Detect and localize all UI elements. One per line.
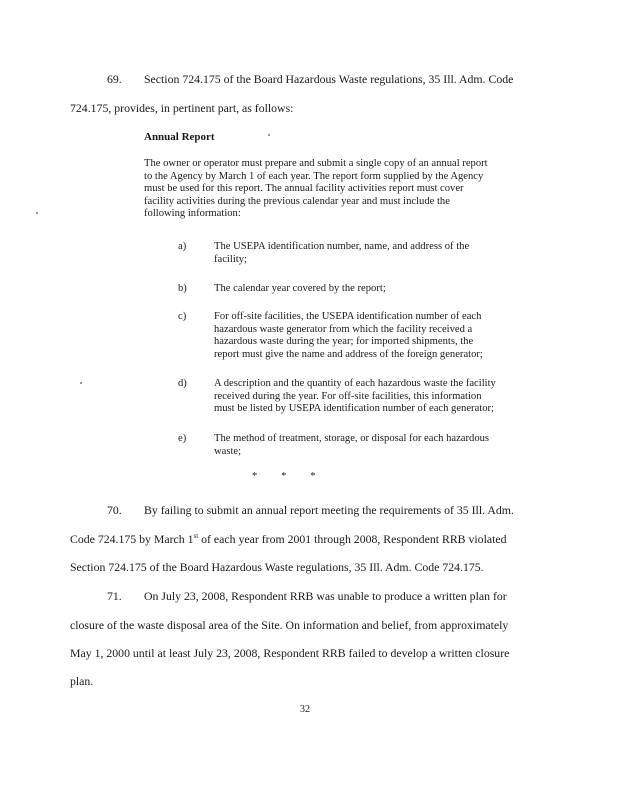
item-c-text [214, 311, 544, 361]
item-d-text [214, 378, 544, 416]
para70-line-2-end: of each year from 2001 through 2008, Respondent RRB violated [198, 532, 507, 546]
item-a-text [214, 241, 544, 266]
item-c-label: c) [178, 311, 187, 322]
para69-line-2: 724.175, provides, in pertinent part, as follows: [70, 101, 294, 115]
quote-intro-line: facility activities during the previous calendar year and must include the [144, 195, 450, 207]
item-e-text [214, 433, 544, 458]
list-item-line: report must give the name and address of the foreign generator; [214, 348, 483, 360]
quote-intro-line: The owner or operator must prepare and submit a single copy of an annual report [144, 158, 488, 169]
list-item-line: received during the year. For off-site facilities, this information [214, 390, 482, 402]
list-item-line: hazardous waste during the year; for imported shipments, the [214, 336, 474, 348]
para70-number: 70. [107, 503, 122, 517]
quote-intro [144, 158, 488, 221]
para69-number: 69. [107, 72, 122, 86]
list-item-line: must be listed by USEPA identification number of each generator; [214, 403, 494, 415]
quote-intro-line: to the Agency by March 1 of each year. The report form supplied by the Agency [144, 170, 484, 182]
para71-line-2: closure of the waste disposal area of the Site. On information and belief, from approximately [70, 618, 509, 632]
list-item-line: facility; [214, 253, 247, 265]
scan-speck [268, 134, 270, 136]
quote-intro-line: following information: [144, 208, 241, 220]
scan-speck [80, 382, 82, 384]
list-item-line: hazardous waste generator from which the facility received a [214, 323, 473, 335]
para70-line-2 [70, 532, 507, 546]
list-item-line: For off-site facilities, the USEPA identification number of each [214, 311, 482, 322]
para70-line-3: Section 724.175 of the Board Hazardous Waste regulations, 35 Ill. Adm. Code 724.175. [70, 560, 484, 574]
item-b-text [214, 283, 544, 296]
item-b-label: b) [178, 283, 187, 294]
list-item-line: The USEPA identification number, name, and address of the [214, 241, 470, 252]
para71-line-1: On July 23, 2008, Respondent RRB was unable to produce a written plan for [144, 589, 507, 603]
para71-line-4: plan. [70, 674, 94, 688]
list-item-line: A description and the quantity of each hazardous waste the facility [214, 378, 496, 389]
list-item-line: The method of treatment, storage, or disposal for each hazardous [214, 433, 490, 444]
ordinal-suffix: st [193, 532, 199, 541]
list-item-line: The calendar year covered by the report; [214, 283, 386, 294]
page-number: 32 [300, 704, 310, 715]
item-a-label: a) [178, 241, 187, 252]
quote-intro-line: must be used for this report. The annual facility activities report must cover [144, 183, 464, 195]
scan-speck [36, 212, 38, 214]
item-e-label: e) [178, 433, 187, 444]
para70-line-1: By failing to submit an annual report meeting the requirements of 35 Ill. Adm. [144, 503, 514, 517]
para70-line-2-start: Code 724.175 by March 1 [70, 532, 194, 546]
quote-heading: Annual Report [144, 131, 215, 143]
para71-line-3: May 1, 2000 until at least July 23, 2008, Respondent RRB failed to develop a written closure [70, 646, 510, 660]
para69-line-1: Section 724.175 of the Board Hazardous Waste regulations, 35 Ill. Adm. Code [144, 72, 514, 86]
para71-number: 71. [107, 589, 122, 603]
omission-asterisks: * * * [252, 471, 316, 482]
item-d-label: d) [178, 378, 187, 389]
list-item-line: waste; [214, 445, 242, 457]
